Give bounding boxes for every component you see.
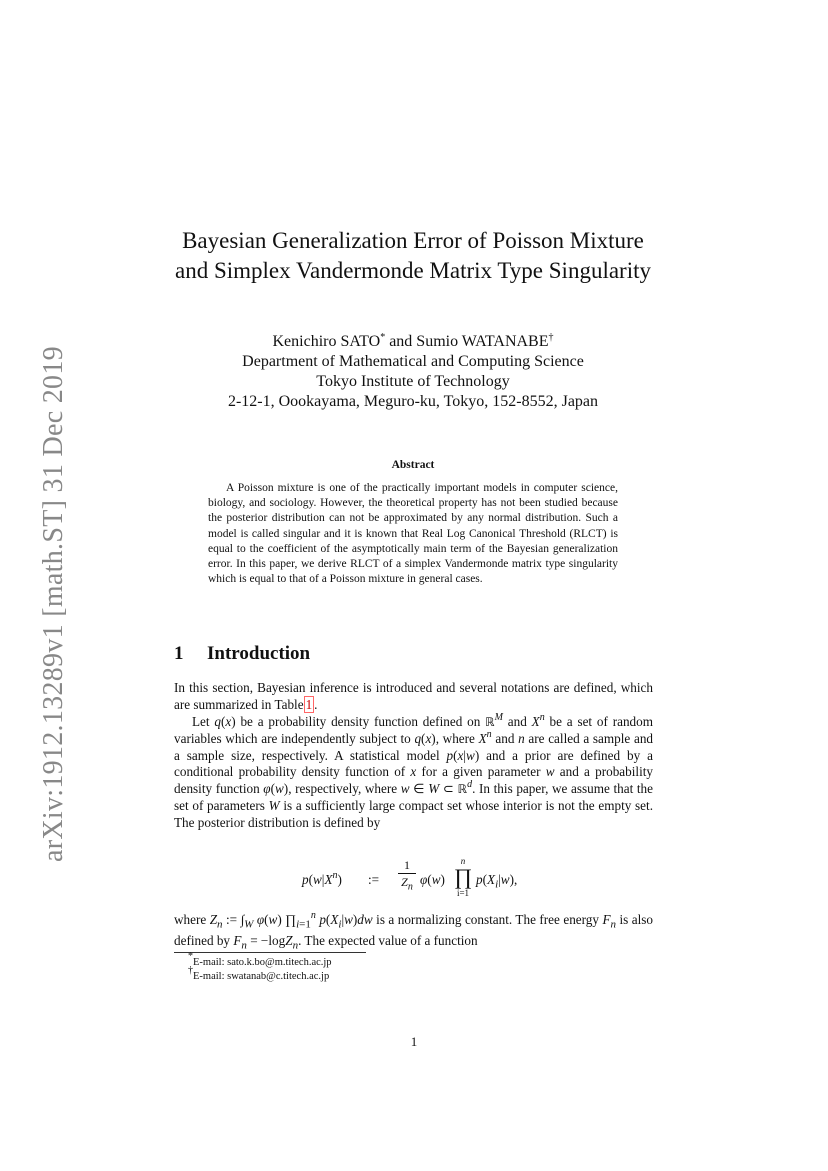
footnote-2 [174,965,654,984]
footnote-1 [174,951,654,970]
footnote-1-email: E-mail: sato.k.bo@m.titech.ac.jp [193,957,332,968]
fraction-numerator: 1 [404,858,410,872]
equation-lhs: $p(w|X^n)$ [302,870,342,887]
author-block [168,332,658,412]
intro-paragraph-3: where $Z_n$ := $\int_W$ φ(w) $\prod_{i=1}^n$ $p(X_i|w)dw$ is a normalizing constant. The free energy $F_n$ is also defined by $F_n = -\log Z_n$. The expected value of a function [174,910,654,953]
intro-paragraph-1 [174,680,653,714]
section-number: 1 [174,643,184,664]
page-number: 1 [410,1034,418,1049]
footnote-2-email: E-mail: swatanab@c.titech.ac.jp [193,971,330,982]
product-lower-limit: i=1 [456,888,470,898]
equation-likelihood: $p(X_i|w)$, [476,872,518,891]
footnote-rule [174,952,366,953]
table-reference-link[interactable]: 1 [305,696,313,712]
author-institute: Tokyo Institute of Technology [316,373,510,390]
product-operator [452,856,474,898]
footnote-1-mark: * [188,951,193,962]
author-department: Department of Mathematical and Computing Science [242,353,584,370]
author-first-mark: * [380,332,386,343]
paper-title: Bayesian Generalization Error of Poisson Mixture and Simplex Vandermonde Matrix Type Singularity [174,228,651,283]
intro-paragraph-1-text: In this section, Bayesian inference is introduced and several notations are defined, which are summarized in Table [174,680,653,712]
footnote-2-mark: † [188,965,193,976]
equation-fraction [398,858,416,894]
intro-paragraph-2: Let q(x) be a probability density function defined on ℝ$^M$ and $X^n$ be a set of random variables which are independently subject to q(x), where $X^n$ and n are called a sample and a sample size, respectively. A statistical model p(x|w) and a prior are defined by a conditional probability density function of x for a given parameter w and a probability density function φ(w), respectively, where w ∈ W ⊂ ℝ$^d$. In this paper, we assume that the set of parameters W is a sufficiently large compact set whose interior is not the empty set. The posterior distribution is defined by [174,712,654,830]
author-address: 2-12-1, Oookayama, Meguro-ku, Tokyo, 152-8552, Japan [227,393,599,410]
product-upper-limit: n [460,856,466,866]
abstract-text: A Poisson mixture is one of the practically important models in computer science, biology, and sociology. However, the theoretical property has not been studied because the posterior distribution can not be approximated by any normal distribution. Such a model is called singular and it is known that Real Log Canonical Threshold (RLCT) is equal to the coefficient of the asymptotically main term of the Bayesian generalization error. In this paper, we derive RLCT of a simplex Vandermonde matrix type singularity which is equal to that of a Poisson mixture in general cases. [208,482,618,586]
equation-prior: φ(w) [420,872,445,887]
author-first: Kenichiro SATO [272,333,381,350]
equation-definition-sign: := [368,872,380,887]
fraction-denominator: $Z_n$ [401,875,413,893]
fraction-bar [398,873,416,874]
arxiv-identifier: arXiv:1912.13289v1 [math.ST] 31 Dec 2019 [38,346,69,862]
section-heading [174,643,654,665]
intro-paragraph-1-end: . [314,696,318,712]
product-symbol: ∏ [453,864,473,889]
author-names [168,332,658,352]
author-second: and Sumio WATANABE [385,333,549,350]
abstract-heading: Abstract [391,459,435,471]
footnotes [174,951,654,984]
section-title: Introduction [207,643,311,664]
author-second-mark: † [548,332,554,343]
posterior-equation [302,858,562,908]
